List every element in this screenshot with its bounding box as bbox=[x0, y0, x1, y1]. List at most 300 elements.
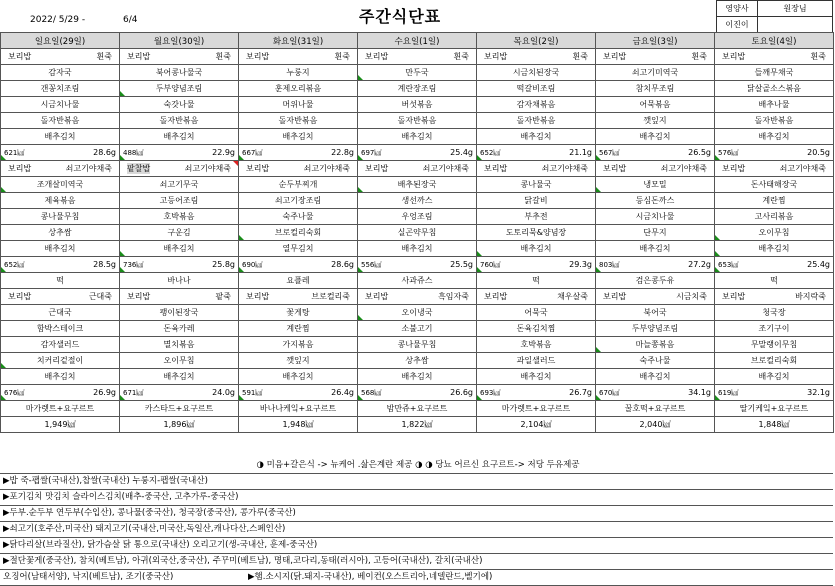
dish-cell bbox=[477, 353, 596, 369]
protein-value: 25.8g bbox=[212, 259, 235, 269]
dish-name: 부추전 bbox=[524, 212, 548, 221]
cell-marker bbox=[715, 251, 720, 256]
dish-cell bbox=[358, 369, 477, 385]
dish-cell bbox=[239, 65, 358, 81]
porridge-item: 흰죽 bbox=[215, 52, 231, 61]
kcal-value: 690㎉ bbox=[242, 260, 263, 269]
dish-cell bbox=[596, 129, 715, 145]
origin-note: ▶밥 죽-팹쌀(국내산),찹쌀(국내산) 누룽지-팹쌀(국내산) bbox=[0, 474, 833, 490]
dish-name: 갠꽁치조림 bbox=[40, 84, 80, 93]
total-kcal-cell: 2,104㎉ bbox=[477, 417, 596, 433]
breakfast-rice-cell bbox=[358, 49, 477, 65]
cell-marker bbox=[358, 267, 363, 272]
dish-cell bbox=[715, 209, 834, 225]
lunch-snack-row bbox=[1, 273, 834, 289]
dish-name: 계란찜 bbox=[762, 196, 786, 205]
dish-name: 도토리묵&양념장 bbox=[505, 228, 567, 237]
total-kcal-row bbox=[1, 417, 834, 433]
dish-cell bbox=[358, 129, 477, 145]
breakfast-rice-row bbox=[1, 49, 834, 65]
cell-marker bbox=[715, 267, 720, 272]
dish-name: 배추김치 bbox=[639, 244, 671, 253]
dish-cell bbox=[596, 177, 715, 193]
dish-name: 시금치된장국 bbox=[512, 68, 560, 77]
dish-cell bbox=[1, 241, 120, 257]
rice-item: 보리밥 bbox=[722, 164, 746, 173]
porridge-item: 근대죽 bbox=[88, 292, 112, 301]
kcal-value: 693㎉ bbox=[480, 388, 501, 397]
lunch-rice-cell bbox=[120, 161, 239, 177]
rice-item: 보리밥 bbox=[603, 164, 627, 173]
dish-name: 냉모밀 bbox=[643, 180, 667, 189]
lunch-dish-row bbox=[1, 225, 834, 241]
dish-name: 돌자반볶음 bbox=[40, 116, 80, 125]
cell-marker bbox=[715, 235, 720, 240]
porridge-item: 쇠고기야채죽 bbox=[422, 164, 469, 173]
dish-cell bbox=[477, 81, 596, 97]
origin-note-left: 오징어(남태서양), 낙지(베트남), 조기(중국산) bbox=[3, 572, 174, 582]
protein-value: 28.6g bbox=[331, 259, 354, 269]
dish-name: 배추김치 bbox=[758, 372, 790, 381]
dish-name: 감자샐러드 bbox=[40, 340, 80, 349]
dinner-rice-cell bbox=[596, 289, 715, 305]
dish-name: 콩나물국 bbox=[520, 180, 552, 189]
protein-value: 25.5g bbox=[450, 259, 473, 269]
porridge-item: 흰죽 bbox=[691, 52, 707, 61]
dish-name: 오이냉국 bbox=[401, 308, 433, 317]
dish-cell bbox=[358, 225, 477, 241]
rice-item: 보리밥 bbox=[484, 292, 508, 301]
kcal-value: 667㎉ bbox=[242, 148, 263, 157]
dish-cell bbox=[1, 177, 120, 193]
dish-name: 감자채볶음 bbox=[516, 100, 556, 109]
porridge-item: 시금치죽 bbox=[676, 292, 707, 301]
dish-cell bbox=[239, 129, 358, 145]
dish-cell bbox=[1, 337, 120, 353]
cell-marker bbox=[358, 75, 363, 80]
dish-name: 콩나물무침 bbox=[40, 212, 80, 221]
menu-table bbox=[0, 32, 834, 433]
dinner-rice-cell bbox=[477, 289, 596, 305]
dish-cell bbox=[120, 177, 239, 193]
dish-name: 닭갈비 bbox=[524, 196, 548, 205]
dish-name: 두부양념조림 bbox=[631, 324, 679, 333]
cell-marker bbox=[477, 395, 482, 400]
cell-marker bbox=[1, 363, 6, 368]
dinner-rice-cell bbox=[358, 289, 477, 305]
dish-name: 배추김치 bbox=[639, 132, 671, 141]
nutrition-cell bbox=[596, 385, 715, 401]
sign-label-dietitian: 영양사 bbox=[717, 1, 758, 17]
rice-item: 보리밥 bbox=[722, 292, 746, 301]
porridge-item: 흰죽 bbox=[572, 52, 588, 61]
protein-value: 32.1g bbox=[807, 387, 830, 397]
dish-name: 배추김치 bbox=[44, 244, 76, 253]
dish-cell bbox=[1, 65, 120, 81]
breakfast-dish-row bbox=[1, 97, 834, 113]
snack-cell: 마가렛트+요구르트 bbox=[1, 401, 120, 417]
snack-cell: 꿀호떡+요구르트 bbox=[596, 401, 715, 417]
dish-cell bbox=[239, 193, 358, 209]
origin-note: ▶절단꽃게(중국산), 참치(베트남), 아귀(외국산,중국산), 주꾸미(베트남), 명태,코다리,동태(러시아), 고등어(국내산), 갈치(국내산) bbox=[0, 554, 833, 570]
dish-cell bbox=[1, 193, 120, 209]
dish-cell bbox=[1, 113, 120, 129]
dish-name: 팽이된장국 bbox=[159, 308, 199, 317]
origin-note-last bbox=[0, 570, 833, 586]
sign-label-director: 원장님 bbox=[758, 1, 833, 17]
nutrition-cell bbox=[477, 257, 596, 273]
lunch-rice-row bbox=[1, 161, 834, 177]
snack-cell: 요플레 bbox=[239, 273, 358, 289]
dish-name: 숙갓나물 bbox=[163, 100, 195, 109]
protein-value: 28.6g bbox=[93, 147, 116, 157]
snack-cell: 바나나 bbox=[120, 273, 239, 289]
nutrition-cell bbox=[239, 145, 358, 161]
kcal-value: 488㎉ bbox=[123, 148, 144, 157]
dinner-rice-cell bbox=[239, 289, 358, 305]
breakfast-nutrition-row bbox=[1, 145, 834, 161]
cell-marker bbox=[596, 395, 601, 400]
dish-name: 만두국 bbox=[405, 68, 429, 77]
porridge-item: 쇠고기야채죽 bbox=[541, 164, 588, 173]
dish-name: 돌자반볶음 bbox=[516, 116, 556, 125]
snack-cell: 사과쥬스 bbox=[358, 273, 477, 289]
lunch-dish-row bbox=[1, 209, 834, 225]
breakfast-rice-cell bbox=[239, 49, 358, 65]
dish-cell bbox=[120, 81, 239, 97]
dish-name: 두부양념조림 bbox=[155, 84, 203, 93]
cell-marker bbox=[715, 395, 720, 400]
porridge-item: 브로컬리죽 bbox=[311, 292, 350, 301]
dish-name: 호박볶음 bbox=[163, 212, 195, 221]
dish-cell bbox=[596, 81, 715, 97]
dish-name: 배추김치 bbox=[282, 372, 314, 381]
dinner-rice-row bbox=[1, 289, 834, 305]
dish-cell bbox=[715, 353, 834, 369]
rice-item: 보리밥 bbox=[8, 52, 32, 61]
dish-name: 계란찜 bbox=[286, 324, 310, 333]
dish-cell bbox=[1, 305, 120, 321]
kcal-value: 670㎉ bbox=[599, 388, 620, 397]
dish-cell bbox=[477, 65, 596, 81]
dish-name: 배추된장국 bbox=[397, 180, 437, 189]
nutrition-cell bbox=[715, 145, 834, 161]
snack-cell: 떡 bbox=[715, 273, 834, 289]
porridge-item: 바지락죽 bbox=[795, 292, 826, 301]
dish-cell bbox=[477, 337, 596, 353]
cell-marker bbox=[120, 91, 125, 96]
dish-cell bbox=[596, 209, 715, 225]
day-header: 금요일(3일) bbox=[596, 33, 715, 49]
protein-value: 27.2g bbox=[688, 259, 711, 269]
dish-cell bbox=[596, 65, 715, 81]
lunch-dish-row bbox=[1, 193, 834, 209]
dish-name: 배추김치 bbox=[520, 372, 552, 381]
cell-marker bbox=[1, 155, 6, 160]
kcal-value: 576㎉ bbox=[718, 148, 739, 157]
dish-name: 머위나물 bbox=[282, 100, 314, 109]
porridge-item: 채우살죽 bbox=[557, 292, 588, 301]
dish-cell bbox=[239, 209, 358, 225]
dinner-dish-row bbox=[1, 337, 834, 353]
nutrition-cell bbox=[120, 145, 239, 161]
cell-marker bbox=[596, 187, 601, 192]
cell-marker bbox=[477, 267, 482, 272]
dish-cell bbox=[596, 193, 715, 209]
lunch-rice-cell bbox=[596, 161, 715, 177]
origin-note: ▶포기김치 맛김치 슬라이스김치(배추-중국산, 고추가루-중국산) bbox=[0, 490, 833, 506]
dish-cell bbox=[715, 193, 834, 209]
protein-value: 26.4g bbox=[331, 387, 354, 397]
total-kcal-cell: 1,949㎉ bbox=[1, 417, 120, 433]
dish-name: 배추김치 bbox=[520, 244, 552, 253]
dish-cell bbox=[715, 337, 834, 353]
rice-item: 보리밥 bbox=[484, 52, 508, 61]
protein-value: 21.1g bbox=[569, 147, 592, 157]
rice-item: 보리밥 bbox=[484, 164, 508, 173]
origin-note: ▶두부.순두부 연두부(수입산), 콩나물(중국산), 청국장(중국산), 콩가루(중국산) bbox=[0, 506, 833, 522]
dish-cell bbox=[239, 353, 358, 369]
dish-cell bbox=[715, 225, 834, 241]
cell-marker bbox=[120, 155, 125, 160]
porridge-item: 흰죽 bbox=[810, 52, 826, 61]
dish-name: 배추김치 bbox=[401, 372, 433, 381]
cell-marker bbox=[715, 155, 720, 160]
lunch-rice-cell bbox=[477, 161, 596, 177]
nutrition-cell bbox=[358, 385, 477, 401]
cell-marker bbox=[358, 155, 363, 160]
kcal-value: 652㎉ bbox=[4, 260, 25, 269]
dish-cell bbox=[477, 209, 596, 225]
dish-name: 오이무침 bbox=[758, 228, 790, 237]
lunch-dish-row bbox=[1, 241, 834, 257]
kcal-value: 652㎉ bbox=[480, 148, 501, 157]
dish-name: 배추나물 bbox=[758, 100, 790, 109]
dish-cell bbox=[120, 353, 239, 369]
dish-cell bbox=[596, 337, 715, 353]
day-header: 토요일(4일) bbox=[715, 33, 834, 49]
dinner-rice-cell bbox=[1, 289, 120, 305]
protein-value: 26.7g bbox=[569, 387, 592, 397]
breakfast-dish-row bbox=[1, 129, 834, 145]
rice-item: 보리밥 bbox=[365, 52, 389, 61]
nutrition-cell bbox=[1, 145, 120, 161]
dish-name: 고사리볶음 bbox=[754, 212, 794, 221]
dish-cell bbox=[120, 193, 239, 209]
dish-name: 멸치볶음 bbox=[163, 340, 195, 349]
kcal-value: 567㎉ bbox=[599, 148, 620, 157]
lunch-rice-cell bbox=[1, 161, 120, 177]
origin-note: ▶쇠고기(호주산,미국산) 돼지고기(국내산,미국산,독일산,캐나다산,스페인산) bbox=[0, 522, 833, 538]
dish-cell bbox=[596, 321, 715, 337]
dish-name: 돌자반볶음 bbox=[754, 116, 794, 125]
dish-name: 함박스테이크 bbox=[36, 324, 84, 333]
dish-name: 열무김치 bbox=[282, 244, 314, 253]
dish-cell bbox=[120, 129, 239, 145]
dish-cell bbox=[239, 113, 358, 129]
cell-marker bbox=[477, 251, 482, 256]
dish-cell bbox=[1, 209, 120, 225]
dish-name: 돌자반볶음 bbox=[397, 116, 437, 125]
day-header: 목요일(2일) bbox=[477, 33, 596, 49]
dish-name: 배추김치 bbox=[758, 132, 790, 141]
protein-value: 22.9g bbox=[212, 147, 235, 157]
porridge-item: 쇠고기야채죽 bbox=[303, 164, 350, 173]
dish-cell bbox=[596, 113, 715, 129]
dish-name: 돈육카레 bbox=[163, 324, 195, 333]
dish-cell bbox=[596, 225, 715, 241]
cell-marker bbox=[596, 347, 601, 352]
dish-cell bbox=[358, 353, 477, 369]
dish-cell bbox=[715, 113, 834, 129]
dish-cell bbox=[477, 321, 596, 337]
dish-name: 콩나물무침 bbox=[397, 340, 437, 349]
dish-cell bbox=[120, 65, 239, 81]
kcal-value: 736㎉ bbox=[123, 260, 144, 269]
snack-cell: 딸기케잌+요구르트 bbox=[715, 401, 834, 417]
dish-cell bbox=[477, 193, 596, 209]
rice-item: 보리밥 bbox=[246, 52, 270, 61]
porridge-item: 쇠고기야채죽 bbox=[779, 164, 826, 173]
cell-marker bbox=[120, 251, 125, 256]
protein-value: 25.4g bbox=[450, 147, 473, 157]
dish-name: 숙주나물 bbox=[639, 356, 671, 365]
snack-cell: 검은콩두유 bbox=[596, 273, 715, 289]
nutrition-cell bbox=[477, 385, 596, 401]
dish-name: 마늘쫑볶음 bbox=[635, 340, 675, 349]
dish-cell bbox=[239, 369, 358, 385]
dish-name: 가지볶음 bbox=[282, 340, 314, 349]
dish-cell bbox=[477, 369, 596, 385]
rice-item: 보리밥 bbox=[603, 292, 627, 301]
nutrition-cell bbox=[120, 385, 239, 401]
day-header-row bbox=[1, 33, 834, 49]
dish-name: 등심돈까스 bbox=[635, 196, 675, 205]
diet-legend: ◑ 미음+갈은식 -> 뉴케어 .삶은계란 제공 ◑ ◑ 당뇨 어르신 요구르트-> 저당 두유제공 bbox=[0, 458, 833, 474]
cell-marker bbox=[239, 267, 244, 272]
dinner-dish-row bbox=[1, 321, 834, 337]
cell-marker bbox=[358, 395, 363, 400]
breakfast-dish-row bbox=[1, 65, 834, 81]
dish-cell bbox=[120, 241, 239, 257]
dish-cell bbox=[477, 177, 596, 193]
dish-cell bbox=[477, 225, 596, 241]
dish-cell bbox=[120, 321, 239, 337]
dish-name: 소불고기 bbox=[401, 324, 433, 333]
dinner-rice-cell bbox=[120, 289, 239, 305]
dish-cell bbox=[477, 129, 596, 145]
dish-cell bbox=[239, 305, 358, 321]
dish-cell bbox=[477, 97, 596, 113]
snack-cell: 바나나케잌+요구르트 bbox=[239, 401, 358, 417]
dish-cell bbox=[715, 241, 834, 257]
dish-name: 깻잎지 bbox=[643, 116, 667, 125]
dish-name: 배추김치 bbox=[639, 372, 671, 381]
dinner-rice-cell bbox=[715, 289, 834, 305]
dish-cell bbox=[1, 369, 120, 385]
nutrition-cell bbox=[1, 257, 120, 273]
dish-cell bbox=[358, 209, 477, 225]
dish-name: 상추쌈 bbox=[48, 228, 72, 237]
dish-name: 과일샐러드 bbox=[516, 356, 556, 365]
dish-name: 돌자반볶음 bbox=[159, 116, 199, 125]
protein-value: 28.5g bbox=[93, 259, 116, 269]
dish-name: 꽃게탕 bbox=[286, 308, 310, 317]
dish-name: 근대국 bbox=[48, 308, 72, 317]
dish-cell bbox=[358, 113, 477, 129]
dinner-dish-row bbox=[1, 353, 834, 369]
dish-name: 무말랭이무침 bbox=[750, 340, 798, 349]
day-header: 일요일(29일) bbox=[1, 33, 120, 49]
cell-marker bbox=[358, 315, 363, 320]
dish-name: 브로컬리숙회 bbox=[750, 356, 798, 365]
sign-name-director bbox=[758, 17, 833, 33]
dish-cell bbox=[239, 321, 358, 337]
dish-cell bbox=[239, 337, 358, 353]
breakfast-rice-cell bbox=[120, 49, 239, 65]
snack-cell: 떡 bbox=[477, 273, 596, 289]
protein-value: 34.1g bbox=[688, 387, 711, 397]
porridge-item: 흰죽 bbox=[96, 52, 112, 61]
total-kcal-cell: 1,948㎉ bbox=[239, 417, 358, 433]
kcal-value: 760㎉ bbox=[480, 260, 501, 269]
dish-name: 배추김치 bbox=[44, 372, 76, 381]
dish-cell bbox=[358, 97, 477, 113]
dish-cell bbox=[358, 177, 477, 193]
kcal-value: 591㎉ bbox=[242, 388, 263, 397]
kcal-value: 568㎉ bbox=[361, 388, 382, 397]
protein-value: 20.5g bbox=[807, 147, 830, 157]
dish-cell bbox=[239, 81, 358, 97]
dish-name: 시금치나물 bbox=[40, 100, 80, 109]
origin-note-right: ▶햄.소시지(닭.돼지-국내산), 베이컨(오스트리아,네델란드,벨기에) bbox=[248, 572, 493, 582]
dish-name: 계란장조림 bbox=[397, 84, 437, 93]
dish-cell bbox=[1, 225, 120, 241]
breakfast-dish-row bbox=[1, 113, 834, 129]
dish-name: 호박볶음 bbox=[520, 340, 552, 349]
page-title: 주간식단표 bbox=[358, 7, 442, 26]
cell-marker bbox=[120, 267, 125, 272]
nutrition-cell bbox=[715, 385, 834, 401]
comment-marker bbox=[233, 161, 238, 166]
dish-name: 치커리겉절이 bbox=[36, 356, 84, 365]
breakfast-rice-cell bbox=[715, 49, 834, 65]
rice-item: 팥찰밥 bbox=[127, 164, 151, 173]
notes-section bbox=[0, 458, 833, 586]
dish-cell bbox=[1, 353, 120, 369]
rice-item: 보리밥 bbox=[365, 292, 389, 301]
cell-marker bbox=[239, 395, 244, 400]
porridge-item: 흰죽 bbox=[453, 52, 469, 61]
kcal-value: 697㎉ bbox=[361, 148, 382, 157]
cell-marker bbox=[1, 395, 6, 400]
dish-name: 생선까스 bbox=[401, 196, 433, 205]
protein-value: 25.4g bbox=[807, 259, 830, 269]
total-kcal-cell: 1,896㎉ bbox=[120, 417, 239, 433]
dish-name: 배추김치 bbox=[282, 132, 314, 141]
dish-name: 우엉조림 bbox=[401, 212, 433, 221]
lunch-rice-cell bbox=[358, 161, 477, 177]
dish-cell bbox=[596, 97, 715, 113]
dish-name: 돌자반볶음 bbox=[278, 116, 318, 125]
dish-cell bbox=[596, 353, 715, 369]
kcal-value: 653㎉ bbox=[718, 260, 739, 269]
dish-name: 구운김 bbox=[167, 228, 191, 237]
porridge-item: 쇠고기야채죽 bbox=[660, 164, 707, 173]
rice-item: 보리밥 bbox=[127, 292, 151, 301]
dish-cell bbox=[715, 177, 834, 193]
dish-name: 배추김치 bbox=[163, 244, 195, 253]
